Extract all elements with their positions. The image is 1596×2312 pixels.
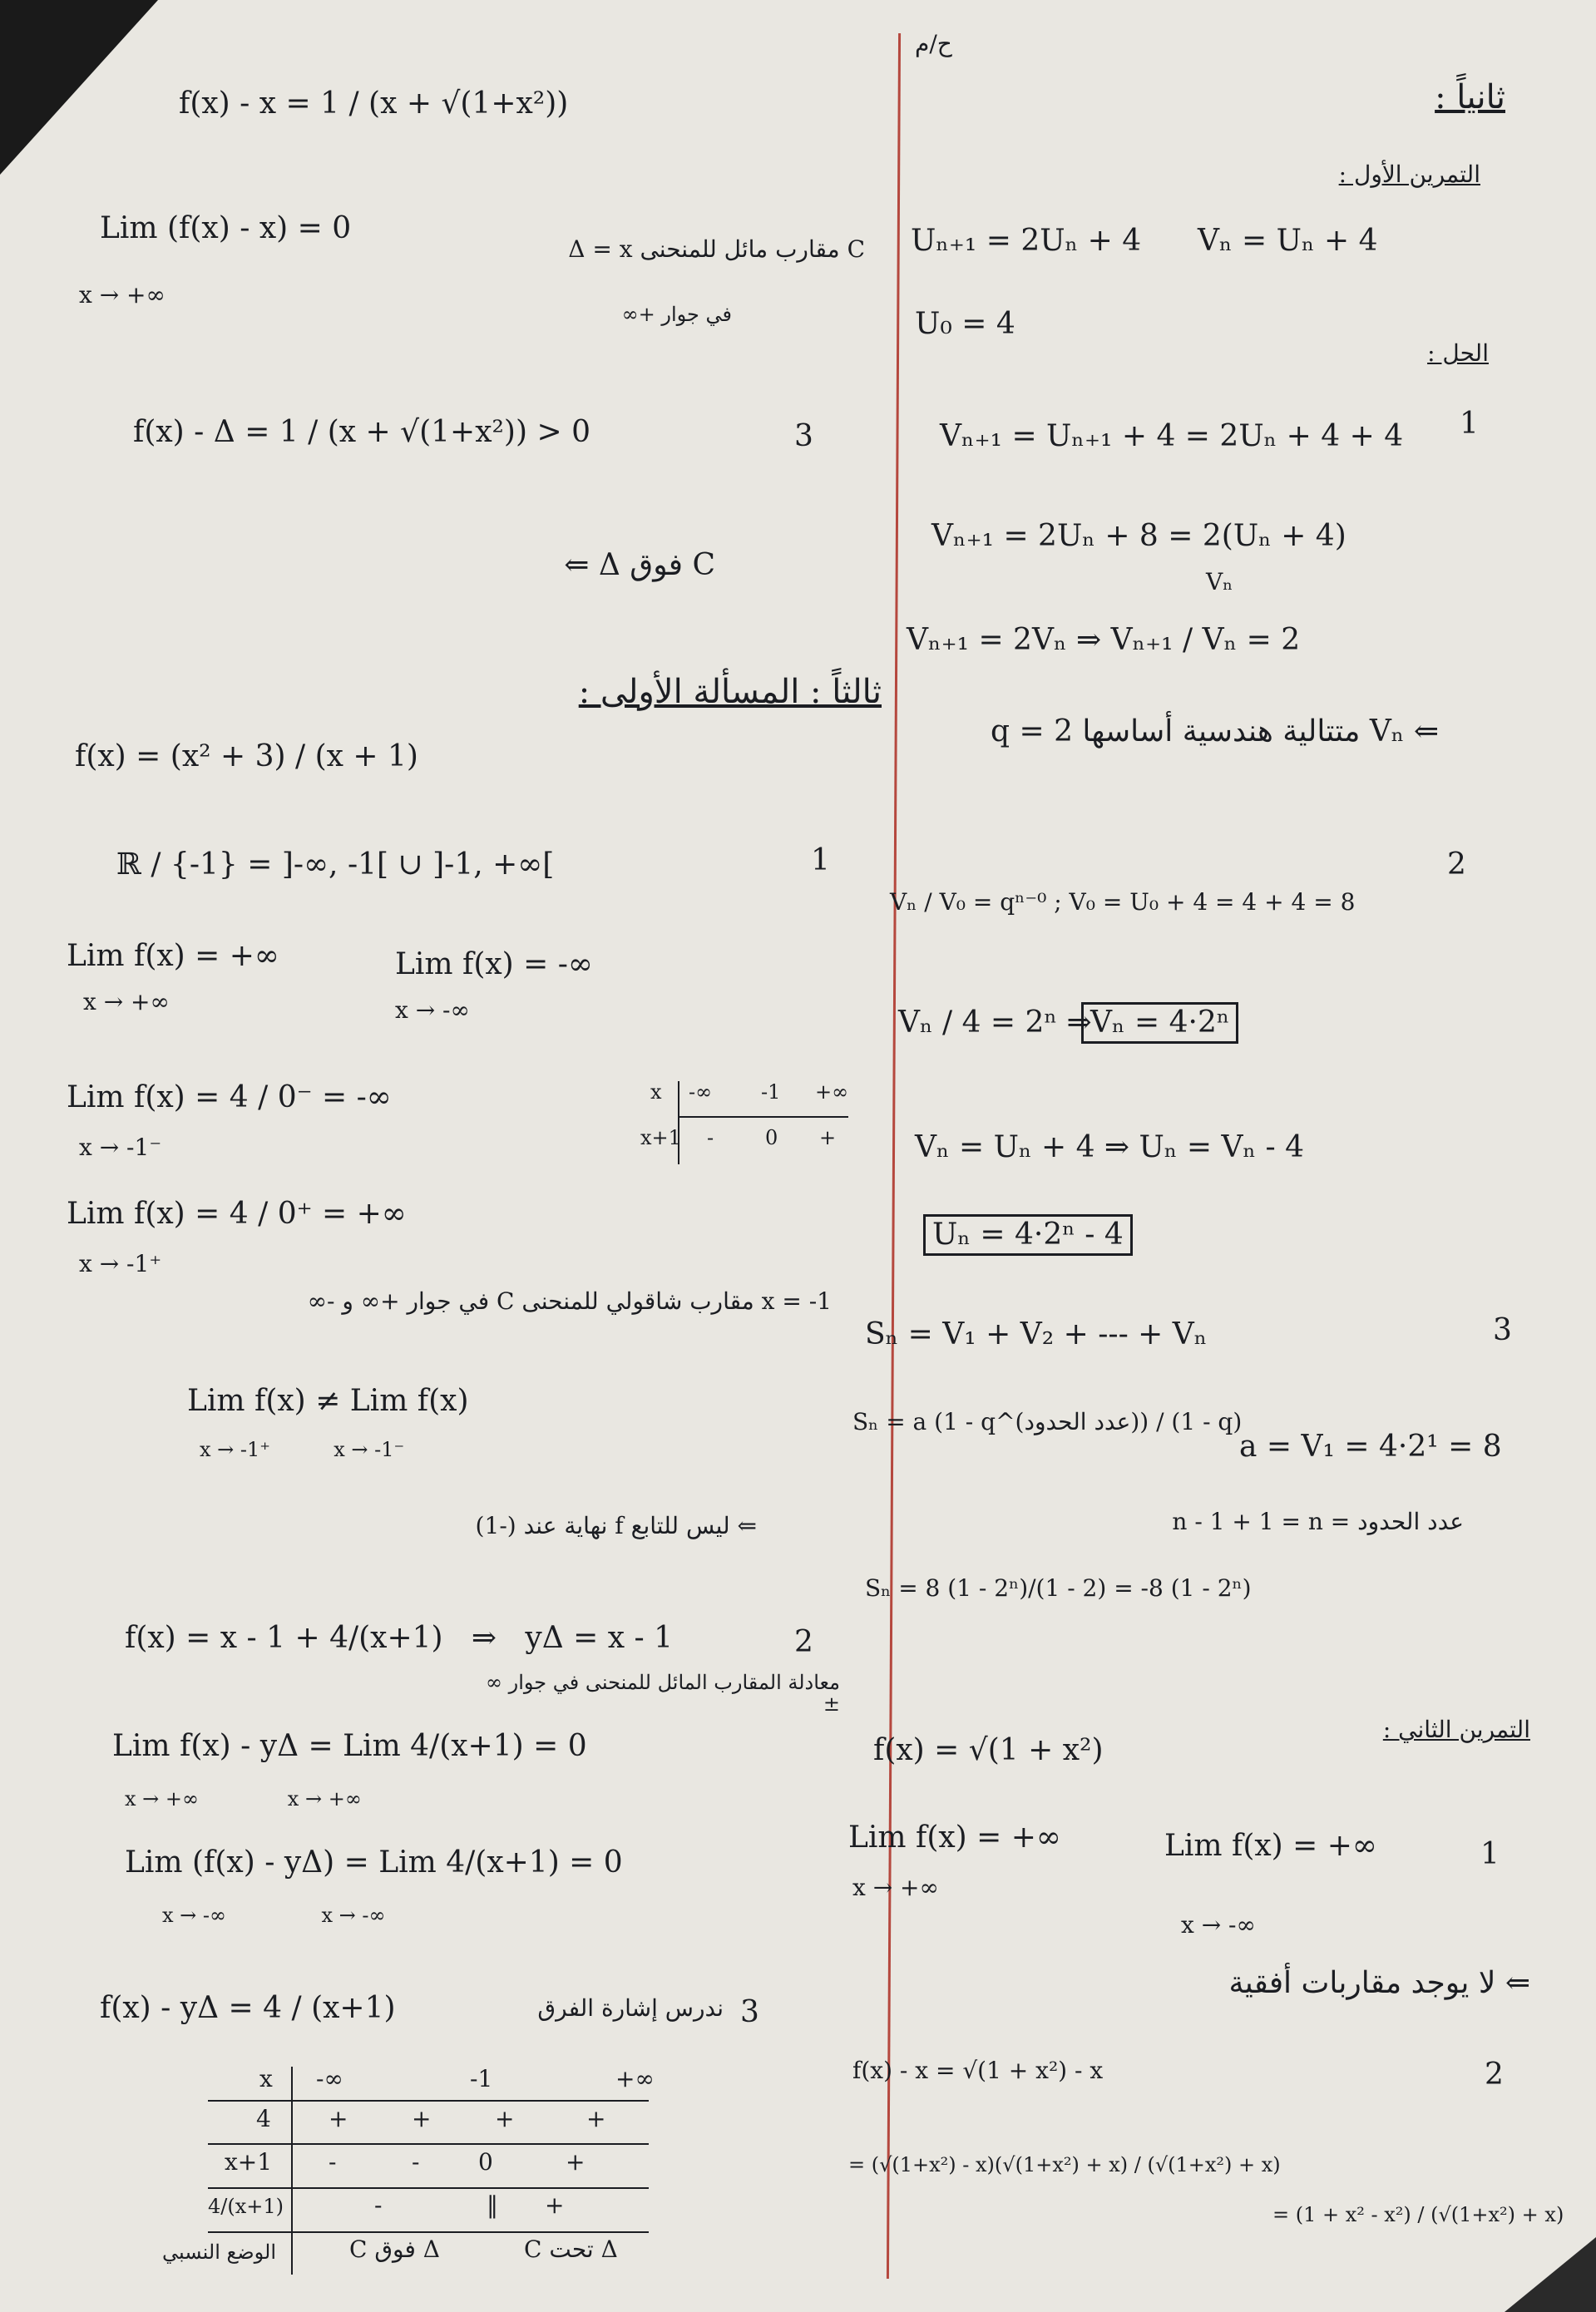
sign-r4-b: C فوق Δ: [349, 2235, 441, 2263]
small-table-v1: -∞: [689, 1080, 713, 1104]
left-lim-minus-1-left: Lim f(x) = 4 / 0⁻ = -∞: [67, 1080, 392, 1114]
right-line-3: Vₙ₊₁ = 2Vₙ ⇒ Vₙ₊₁ / Vₙ = 2: [907, 623, 1301, 657]
small-table-hline: [678, 1116, 848, 1118]
right-line-5: Vₙ / V₀ = qⁿ⁻⁰ ; V₀ = U₀ + 4 = 4 + 4 = 8: [890, 888, 1356, 916]
right-conjugate-2: = (1 + x² - x²) / (√(1+x²) + x): [1272, 2203, 1564, 2226]
sign-table-line-3: [208, 2231, 649, 2233]
right-lim-minus: Lim f(x) = +∞: [1164, 1829, 1377, 1863]
left-lim-oblique-minus-sub: x → -∞ x → -∞: [162, 1904, 386, 1927]
right-line-10: Sₙ = a (1 - q^(عدد الحدود)) / (1 - q): [852, 1408, 1243, 1435]
right-lim-plus-sub: x → +∞: [852, 1874, 939, 1901]
left-problem-title: ثالثاً : المسألة الأولى :: [578, 673, 882, 711]
right-diff: f(x) - x = √(1 + x²) - x: [852, 2057, 1104, 2084]
right-v-definition: Vₙ = Uₙ + 4: [1198, 224, 1378, 258]
left-lim-minus-1-right-sub: x → -1⁺: [79, 1250, 162, 1277]
right-line-9: Sₙ = V₁ + V₂ + --- + Vₙ: [865, 1317, 1208, 1351]
right-function: f(x) = √(1 + x²): [873, 1733, 1104, 1767]
right-qnum-q1: 1: [1480, 1837, 1500, 1871]
sign-table-line-0: [208, 2100, 649, 2102]
sign-r1-label: 4: [256, 2105, 271, 2132]
sign-table-head-3: +∞: [615, 2065, 655, 2092]
left-diff: f(x) - yΔ = 4 / (x+1): [100, 1991, 396, 2025]
left-asymptote-note: C مقارب مائل للمنحنى Δ = x: [568, 235, 865, 263]
left-qnum-3a: 3: [794, 419, 813, 453]
sign-r3-label: 4/(x+1): [208, 2195, 284, 2218]
right-geometric: ⇐ Vₙ متتالية هندسية أساسها q = 2: [990, 714, 1439, 748]
left-decomposition: f(x) = x - 1 + 4/(x+1) ⇒ yΔ = x - 1: [125, 1621, 674, 1655]
sign-table-head-x: x: [259, 2065, 273, 2092]
small-table-v3: +∞: [815, 1080, 849, 1104]
small-table-r1: -: [707, 1126, 714, 1149]
small-table-r2: 0: [765, 1126, 778, 1149]
right-top-mark: ح/م: [915, 30, 952, 57]
left-limit-1-sub: x → +∞: [79, 281, 166, 309]
right-line-7: Vₙ = Uₙ + 4 ⇒ Uₙ = Vₙ - 4: [915, 1130, 1305, 1164]
left-lim-plus-inf-sub: x → +∞: [83, 988, 170, 1015]
right-qnum-2: 2: [1447, 847, 1466, 882]
sign-table-head-1: -∞: [316, 2065, 343, 2092]
left-qnum-3: 3: [740, 1995, 759, 2029]
small-table-vline: [678, 1081, 679, 1164]
right-section-number: ثانياً :: [1435, 78, 1505, 116]
right-term-count: عدد الحدود = n - 1 + 1 = n: [1172, 1508, 1464, 1535]
right-qnum-q2: 2: [1485, 2058, 1504, 2092]
left-position-note: C فوق Δ ⇐: [564, 548, 715, 582]
right-qnum-1: 1: [1460, 407, 1479, 441]
small-table-row: x+1: [640, 1126, 681, 1149]
scan-corner-top-left: [0, 0, 158, 175]
left-lim-oblique-plus-sub: x → +∞ x → +∞: [125, 1787, 362, 1811]
sign-r2-b: -: [412, 2148, 420, 2176]
left-vertical-asymptote: x = -1 مقارب شاقولي للمنحنى C في جوار +∞ و -∞: [307, 1287, 832, 1315]
right-conjugate: = (√(1+x²) - x)(√(1+x²) + x) / (√(1+x²) + x): [848, 2153, 1281, 2176]
right-solution: الحل :: [1427, 339, 1489, 367]
sign-table-head-2: -1: [470, 2065, 493, 2092]
right-no-horizontal: ⇐ لا يوجد مقاربات أفقية: [1228, 1966, 1530, 2000]
left-lim-minus-1-left-sub: x → -1⁻: [79, 1134, 162, 1161]
right-lim-plus: Lim f(x) = +∞: [848, 1820, 1061, 1855]
sign-r4-a: C تحت Δ: [524, 2235, 618, 2263]
margin-line: [887, 33, 901, 2279]
sign-table-line-2: [208, 2187, 649, 2189]
sign-r2-a: -: [329, 2148, 337, 2176]
right-qnum-3: 3: [1493, 1313, 1512, 1347]
sign-table-vline: [291, 2067, 293, 2275]
sign-r4-label: الوضع النسبي: [162, 2240, 277, 2264]
small-sign-table: [640, 1081, 857, 1173]
left-lim-minus-inf: Lim f(x) = -∞: [395, 947, 593, 981]
left-lim-minus-1-right: Lim f(x) = 4 / 0⁺ = +∞: [67, 1197, 407, 1231]
left-qnum-1: 1: [811, 843, 830, 877]
sign-r1-a: +: [329, 2105, 348, 2132]
right-lim-minus-sub: x → -∞: [1181, 1911, 1256, 1939]
sign-r3-b: ‖: [487, 2191, 498, 2219]
sign-r1-c: +: [495, 2105, 515, 2132]
right-line-10b: a = V₁ = 4·2¹ = 8: [1239, 1430, 1502, 1464]
right-vn-result: Vₙ = 4·2ⁿ: [1081, 1002, 1238, 1044]
right-u-recurrence: Uₙ₊₁ = 2Uₙ + 4: [911, 224, 1142, 258]
sign-r2-c: 0: [478, 2148, 493, 2176]
left-sign-title: ندرس إشارة الفرق: [537, 1994, 724, 2022]
left-qnum-2: 2: [794, 1625, 813, 1659]
sign-table-line-1: [208, 2143, 649, 2145]
sign-r2-label: x+1: [225, 2148, 273, 2176]
small-table-r3: +: [819, 1126, 837, 1149]
left-limit-1: Lim (f(x) - x) = 0: [100, 211, 352, 245]
left-asymptote-note-2: في جوار +∞: [621, 303, 732, 326]
right-line-6: Vₙ / 4 = 2ⁿ ⇒: [898, 1005, 1092, 1040]
right-un-result: Uₙ = 4·2ⁿ - 4: [923, 1214, 1133, 1256]
scan-corner-bottom-right: [1505, 2237, 1596, 2312]
left-line-1: f(x) - x = 1 / (x + √(1+x²)): [179, 86, 569, 121]
right-u0: U₀ = 4: [915, 307, 1015, 341]
sign-r1-b: +: [412, 2105, 432, 2132]
left-no-limit: ⇐ ليس للتابع f نهاية عند (-1): [475, 1512, 757, 1539]
sign-r3-c: +: [545, 2191, 565, 2219]
left-diff-sign: f(x) - Δ = 1 / (x + √(1+x²)) > 0: [133, 415, 590, 449]
left-domain: ℝ / {-1} = ]-∞, -1[ ∪ ]-1, +∞[: [116, 847, 555, 882]
right-line-2: Vₙ₊₁ = 2Uₙ + 8 = 2(Uₙ + 4): [931, 519, 1346, 553]
left-oblique-note: معادلة المقارب المائل للمنحنى في جوار ∞ ±: [486, 1671, 840, 1717]
right-exercise-1: التمرين الأول :: [1338, 161, 1480, 188]
left-lim-oblique-minus: Lim (f(x) - yΔ) = Lim 4/(x+1) = 0: [125, 1845, 623, 1880]
left-lim-compare-sub: x → -1⁺ x → -1⁻: [200, 1438, 405, 1461]
sign-r3-a: -: [374, 2191, 383, 2219]
sign-r2-d: +: [566, 2148, 586, 2176]
right-exercise-2: التمرين الثاني :: [1382, 1716, 1530, 1743]
right-line-12: Sₙ = 8 (1 - 2ⁿ)/(1 - 2) = -8 (1 - 2ⁿ): [865, 1574, 1252, 1602]
small-table-v2: -1: [761, 1080, 781, 1104]
right-line-2-under: Vₙ: [1206, 568, 1233, 595]
sign-r1-d: +: [586, 2105, 606, 2132]
left-lim-minus-inf-sub: x → -∞: [395, 996, 470, 1024]
small-table-x: x: [650, 1080, 662, 1104]
left-function: f(x) = (x² + 3) / (x + 1): [75, 739, 418, 773]
left-lim-oblique-plus: Lim f(x) - yΔ = Lim 4/(x+1) = 0: [112, 1729, 587, 1763]
left-lim-compare: Lim f(x) ≠ Lim f(x): [187, 1384, 469, 1418]
right-line-1: Vₙ₊₁ = Uₙ₊₁ + 4 = 2Uₙ + 4 + 4: [940, 419, 1404, 453]
sign-table: [162, 2065, 674, 2283]
left-lim-plus-inf: Lim f(x) = +∞: [67, 939, 279, 973]
